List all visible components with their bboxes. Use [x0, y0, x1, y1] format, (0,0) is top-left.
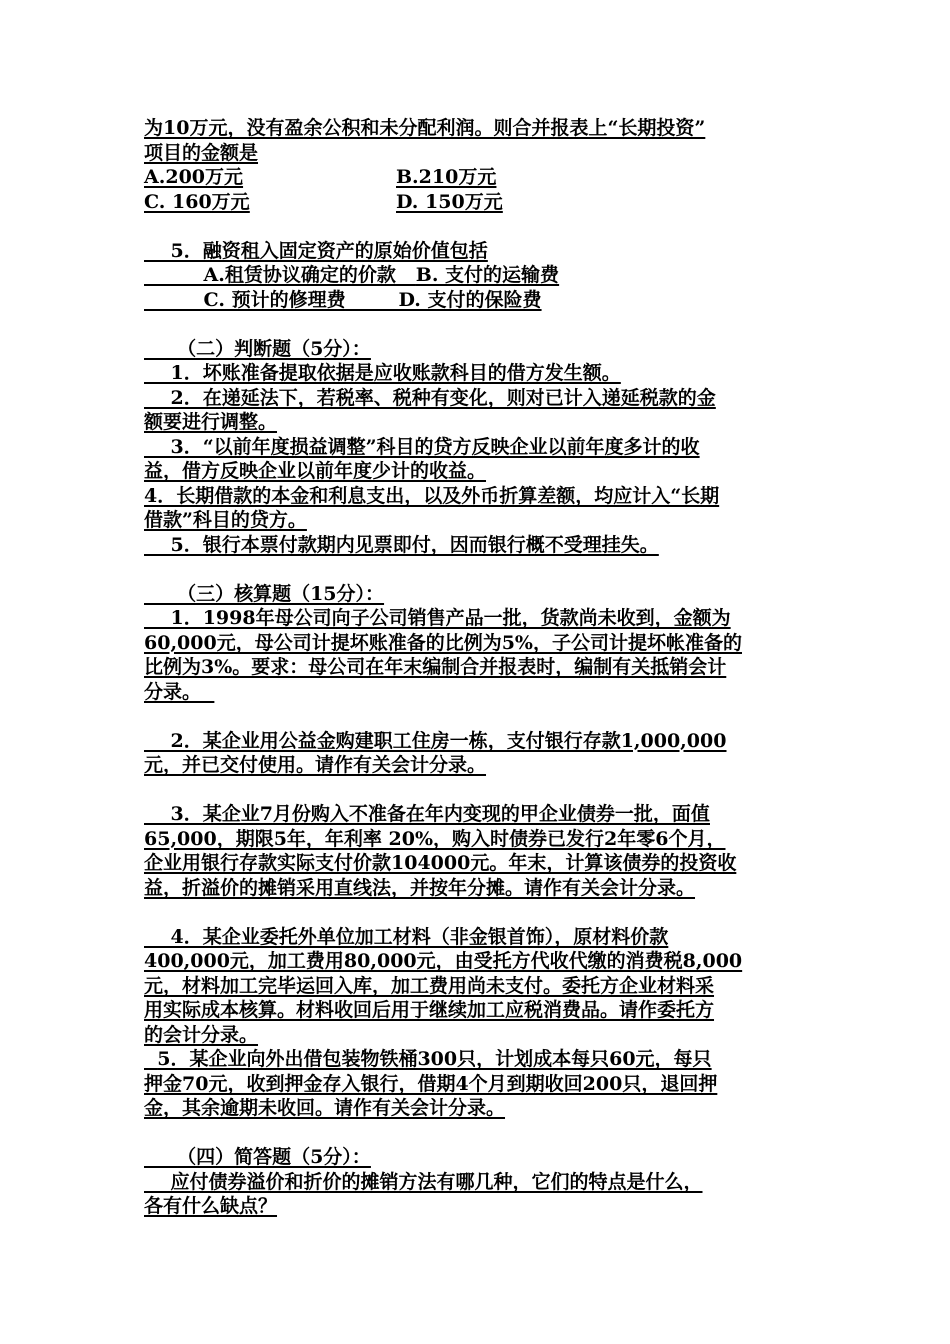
q4-option-d: D. 150万元 [396, 190, 503, 213]
calc-q3-line-4: 益，折溢价的摊销采用直线法，并按年分摊。请作有关会计分录。 [144, 876, 696, 899]
judge-item-2-cont: 额要进行调整。 [144, 411, 278, 433]
calc-q4-line-3: 元，材料加工完毕运回入库，加工费用尚未支付。委托方企业材料采 [144, 974, 715, 997]
calc-q1-line-3: 比例为3%。要求：母公司在年末编制合并报表时，编制有关抵销会计 [144, 656, 727, 678]
calc-q2-line-2: 元，并已交付使用。请作有关会计分录。 [144, 754, 487, 776]
q4-continued-line-2: 项目的金额是 [144, 141, 259, 164]
calc-q2-line-1: 2．某企业用公益金购建职工住房一栋，支付银行存款1,000,000 [170, 729, 727, 752]
short-q1-line-1: 应付债券溢价和折价的摊销方法有哪几种，它们的特点是什么， [170, 1170, 703, 1193]
calc-q5-line-1: 5．某企业向外出借包装物铁桶300只，计划成本每只60元，每只 [157, 1048, 712, 1070]
judge-item-1: 1．坏账准备提取依据是应收账款科目的借方发生额。 [170, 362, 621, 384]
calc-q3-line-3: 企业用银行存款实际支付价款104000元。年末，计算该债券的投资收 [144, 852, 737, 874]
judge-item-2: 2．在递延法下，若税率、税种有变化，则对已计入递延税款的金 [170, 386, 716, 409]
calc-q1-line-4: 分录。 [144, 680, 202, 703]
section-2-title: （二）判断题（5分）： [177, 337, 371, 360]
q5-options-row-1 [144, 263, 808, 288]
q5-option-c: C. 预计的修理费 [203, 288, 346, 311]
judge-item-4: 4．长期借款的本金和利息支出，以及外币折算差额，均应计入“长期 [144, 484, 720, 507]
judge-item-4-cont: 借款”科目的贷方。 [144, 509, 307, 531]
q4-option-a: A.200万元 [144, 166, 244, 188]
calc-q5-line-3: 金，其余逾期未收回。请作有关会计分录。 [144, 1097, 506, 1119]
q5-option-a: A.租赁协议确定的价款 [203, 264, 396, 286]
calc-q4-line-5: 的会计分录。 [144, 1023, 259, 1046]
q5-option-b: B. 支付的运输费 [415, 264, 560, 286]
judge-item-3: 3．“以前年度损益调整”科目的贷方反映企业以前年度多计的收 [170, 435, 700, 458]
q5-stem: 5．融资租入固定资产的原始价值包括 [170, 239, 488, 262]
short-q1-line-2: 各有什么缺点？ [144, 1195, 278, 1217]
q4-option-b: B.210万元 [396, 166, 497, 188]
q5-option-d: D. 支付的保险费 [398, 288, 542, 311]
section-3-title: （三）核算题（15分）： [177, 582, 385, 605]
q4-options-row-1 [144, 165, 808, 190]
calc-q4-line-4: 用实际成本核算。材料收回后用于继续加工应税消费品。请作委托方 [144, 999, 715, 1021]
calc-q3-line-1: 3．某企业7月份购入不准备在年内变现的甲企业债券一批，面值 [170, 803, 710, 825]
calc-q1-line-2: 60,000元，母公司计提坏账准备的比例为5%，子公司计提坏帐准备的 [144, 631, 742, 654]
q4-options-row-2 [144, 190, 808, 215]
section-4-title: （四）简答题（5分）： [177, 1146, 371, 1168]
calc-q5-line-2: 押金70元，收到押金存入银行，借期4个月到期收回200只，退回押 [144, 1072, 718, 1095]
calc-q4-line-1: 4．某企业委托外单位加工材料（非金银首饰），原材料价款 [170, 925, 669, 948]
q4-option-c: C. 160万元 [144, 190, 250, 213]
q5-options-row-2 [144, 288, 808, 313]
q4-continued-line-1: 为10万元，没有盈余公积和未分配利润。则合并报表上“长期投资” [144, 117, 706, 139]
calc-q3-line-2: 65,000，期限5年，年利率 20%，购入时债券已发行2年零6个月， [144, 827, 726, 850]
judge-item-3-cont: 益，借方反映企业以前年度少计的收益。 [144, 460, 487, 482]
judge-item-5: 5．银行本票付款期内见票即付，因而银行概不受理挂失。 [170, 533, 659, 556]
exam-page [144, 116, 808, 1219]
calc-q1-line-1: 1．1998年母公司向子公司销售产品一批，货款尚未收到，金额为 [170, 607, 731, 629]
calc-q4-line-2: 400,000元，加工费用80,000元，由受托方代收代缴的消费税8,000 [144, 950, 743, 972]
